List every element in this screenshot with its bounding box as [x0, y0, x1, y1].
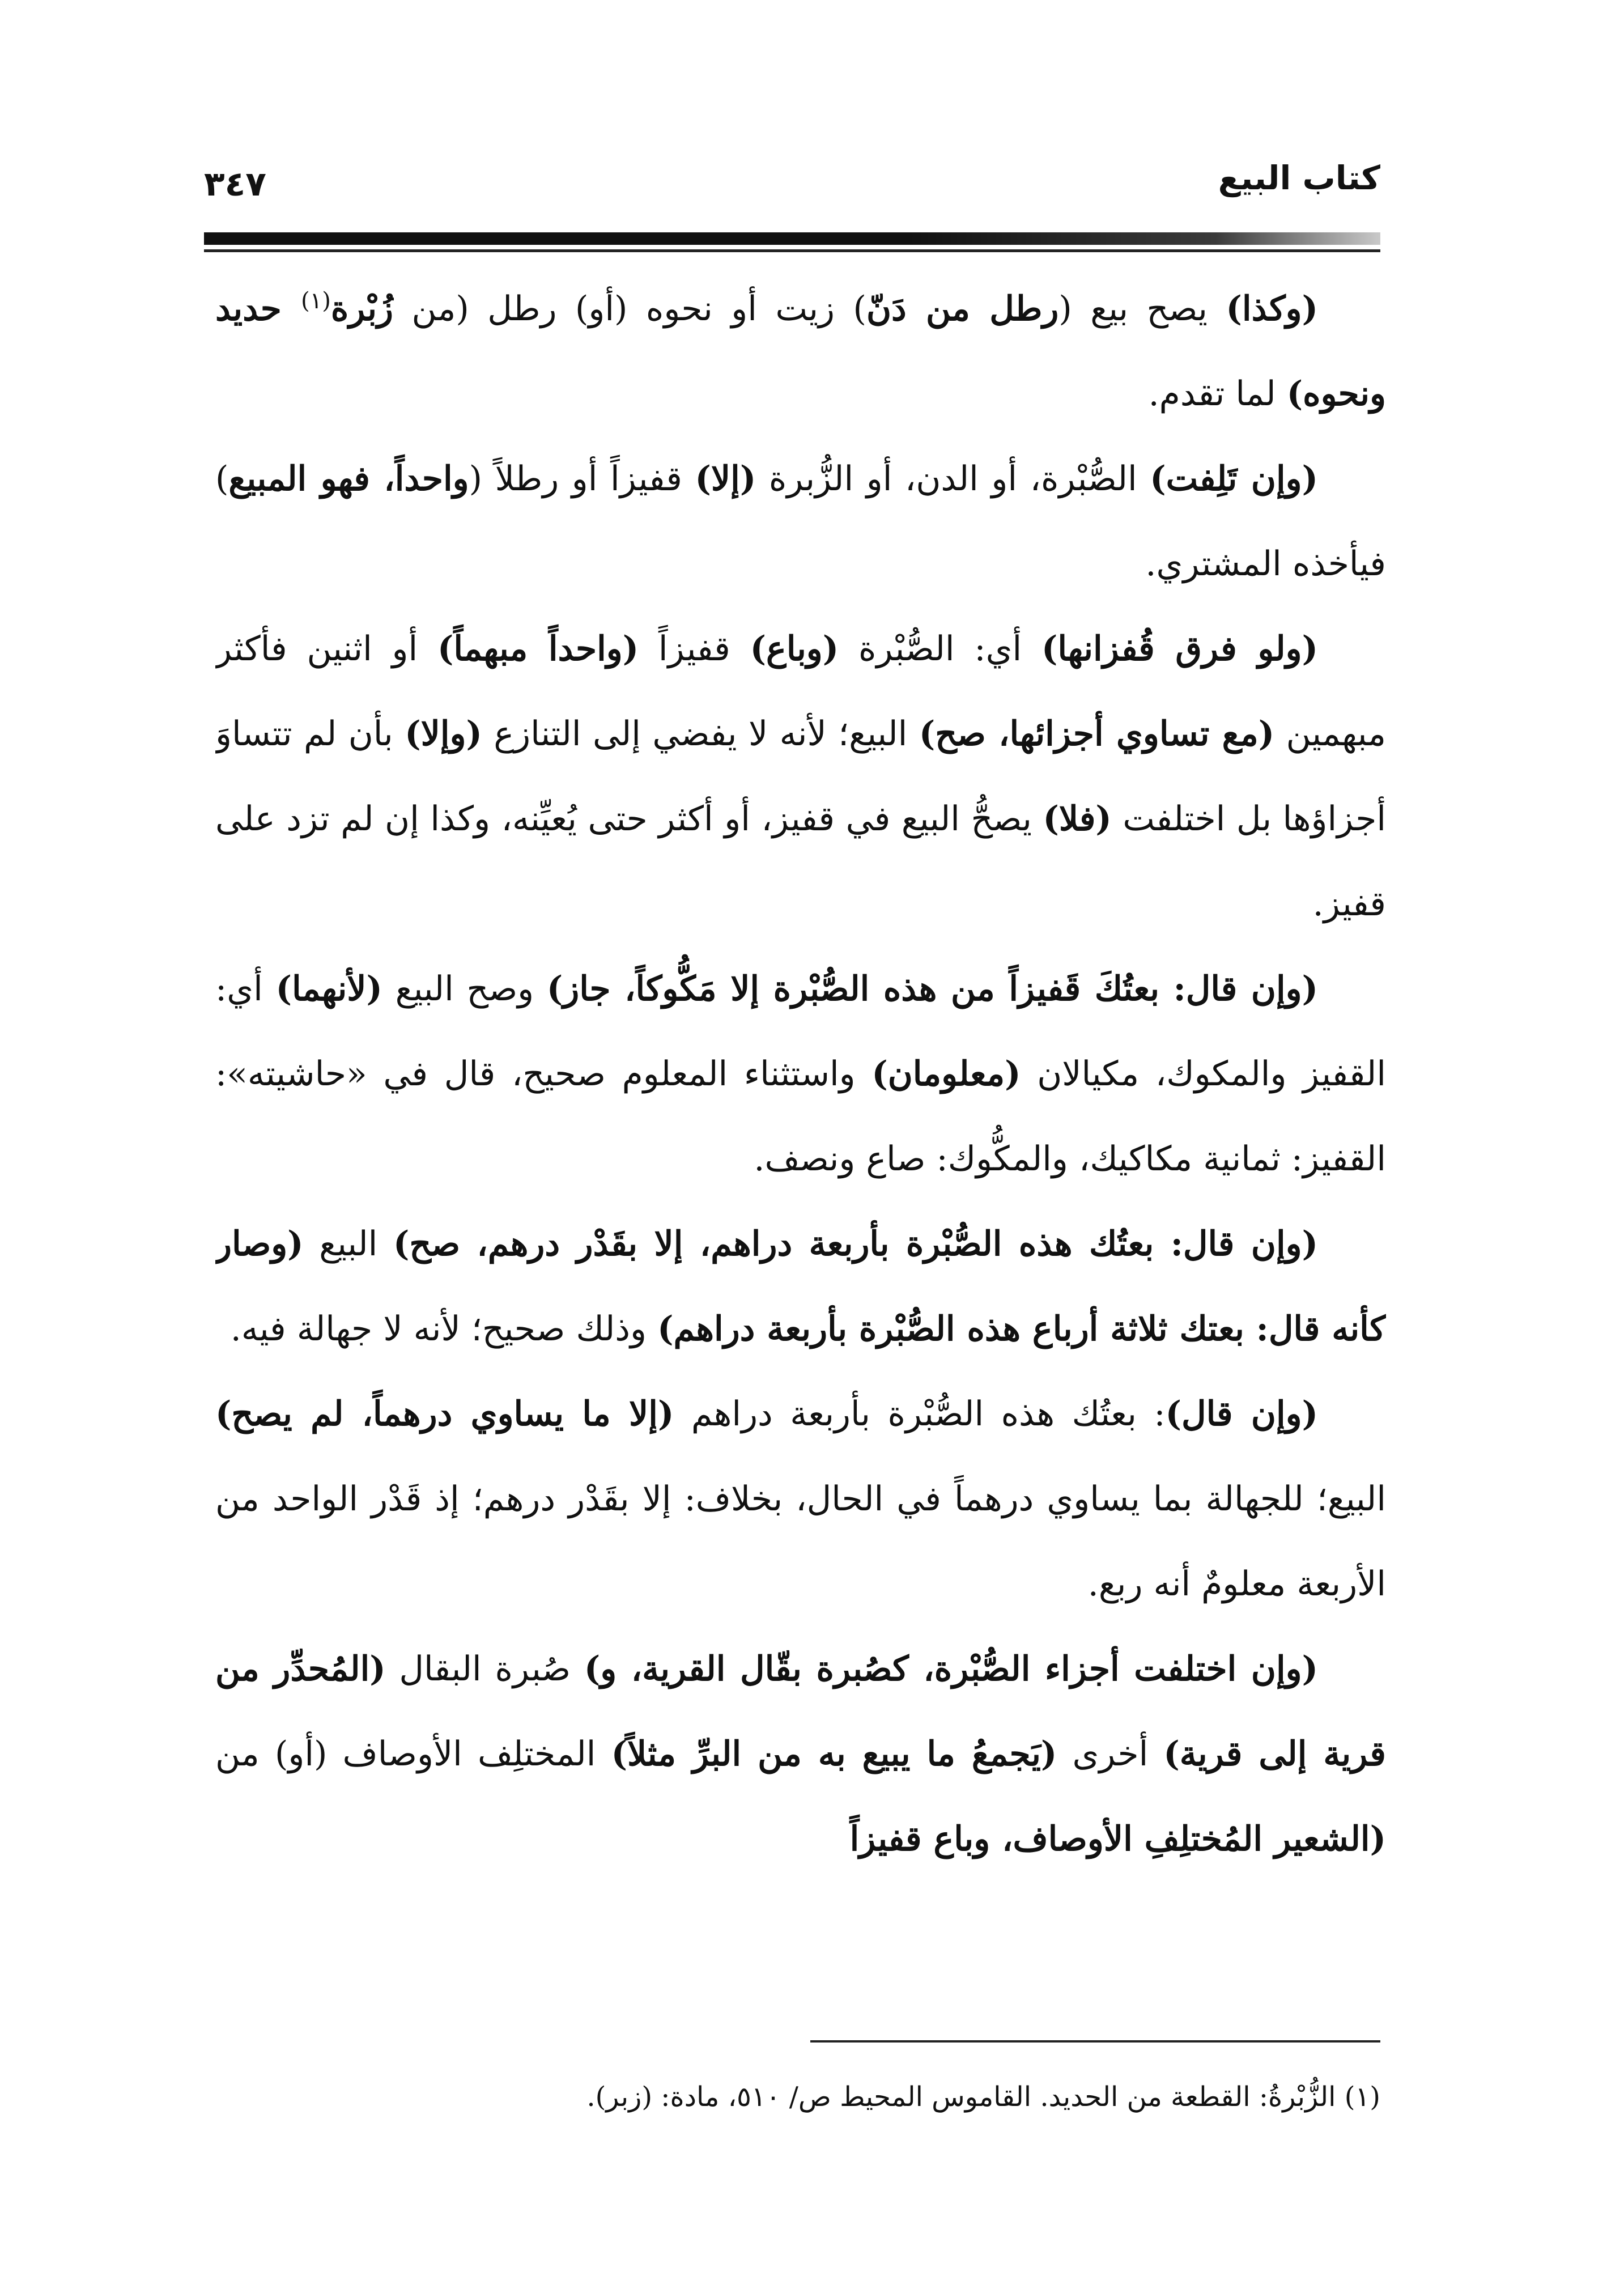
sharh-text: وذلك صحيح؛ لأنه لا جهالة فيه. [230, 1309, 658, 1349]
footnote-reference: (١) [301, 288, 331, 314]
sharh-text: وصح البيع [382, 969, 547, 1009]
matn-text: (فلا) [1043, 799, 1112, 839]
sharh-text: قفيزاً أو رطلاً ( [469, 459, 695, 499]
matn-text: (واحداً مبهماً) [437, 629, 639, 669]
sharh-text: أي: الصُّبْرة [839, 629, 1041, 669]
matn-text: (وصار كأنه قال: بعتك ثلاثة أرباع هذه الصُّبْرة بأربعة دراهم) [215, 1224, 1386, 1349]
sharh-text: البيع؛ لأنه لا يفضي إلى التنازع [482, 714, 919, 754]
matn-text: (المُحدِّر من قرية إلى قرية) [215, 1649, 1386, 1774]
sharh-text: البيع؛ للجهالة بما يساوي درهماً في الحال، بخلاف: إلا بقَدْر درهم؛ إذ قَدْر الواحد من الأربعة معلومٌ أنه ربع. [215, 1479, 1386, 1604]
sharh-text: أو اثنين فأكثر مبهمين [215, 629, 1386, 754]
matn-text: (وإن تَلِفت) [1150, 459, 1318, 499]
running-title: كتاب البيع [1218, 159, 1380, 197]
matn-text: (وكذا) [1226, 289, 1318, 329]
matn-text: (إلا) [695, 459, 756, 499]
sharh-text: يصح بيع ( [1058, 289, 1226, 329]
footnote-marker: (١) [1344, 2081, 1380, 2113]
matn-text: (وباع) [750, 629, 839, 669]
footnote-text: الزُّبْرةُ: القطعة من الحديد. القاموس المحيط ص/ ٥١٠، مادة: (زبر). [586, 2081, 1336, 2113]
header-rule-thin [204, 249, 1380, 252]
sharh-text: المختلِف الأوصاف (أو) من [215, 1734, 611, 1774]
matn-text: (معلومان) [871, 1054, 1021, 1094]
sharh-text: أي: القفيز والمكوك، مكيالان [215, 969, 1386, 1094]
matn-text: (يَجمعُ ما يبيع به من البرِّ مثلاً) [611, 1734, 1057, 1774]
matn-text: زُبْرة [330, 289, 394, 329]
matn-text: (ولو فرق قُفزانها) [1041, 629, 1319, 669]
paragraph [215, 1371, 1386, 1627]
sharh-text: : بعتُك هذه الصُّبْرة بأربعة دراهم [674, 1394, 1166, 1434]
sharh-text: ) زيت أو نحوه (أو) رطل (من [393, 289, 866, 329]
matn-text: (إلا ما يساوي درهماً، لم يصح) [215, 1394, 674, 1434]
sharh-text: صُبرة البقال [385, 1649, 584, 1689]
sharh-text: الصُّبْرة، أو الدن، أو الزُّبرة [756, 459, 1150, 499]
sharh-text: يصحُّ البيع في قفيز، أو أكثر حتى يُعيِّنه، وكذا إن لم تزد على قفيز. [215, 799, 1386, 924]
matn-text: رطل من دَنّ [866, 289, 1059, 329]
page-number: ٣٤٧ [204, 164, 266, 204]
sharh-text: بأن لم تتساوَ أجزاؤها بل اختلفت [215, 714, 1386, 839]
paragraph [215, 606, 1386, 946]
paragraph [215, 1627, 1386, 1882]
matn-text: (وإن قال: بعتُكَ قَفيزاً من هذه الصُّبْرة إلا مَكُّوكاً، جاز) [546, 969, 1319, 1009]
footnote [215, 2074, 1380, 2120]
paragraph [215, 266, 1386, 436]
page-header [204, 153, 1380, 244]
matn-text: (وإلا) [405, 714, 482, 754]
matn-text: (الشعير المُختلِفِ الأوصاف، وباع قفيزاً [849, 1819, 1386, 1859]
matn-text: حديد ونحوه) [215, 289, 1386, 414]
matn-text: واحداً، فهو المبيع [228, 459, 469, 499]
matn-text: (وإن قال: بعتُك هذه الصُّبْرة بأربعة دراهم، إلا بقَدْر درهم، صح) [393, 1224, 1318, 1264]
paragraph [215, 1201, 1386, 1371]
matn-text: (لأنهما) [275, 969, 382, 1009]
footnote-separator [810, 2040, 1380, 2043]
sharh-text: ) فيأخذه المشتري. [215, 459, 1386, 584]
sharh-text: لما تقدم. [1148, 374, 1287, 414]
paragraph [215, 436, 1386, 606]
matn-text: (وإن اختلفت أجزاء الصُّبْرة، كصُبرة بقّال القرية، و) [584, 1649, 1318, 1689]
sharh-text: واستثناء المعلوم صحيح، قال في «حاشيته»: القفيز: ثمانية مكاكيك، والمكُّوك: صاع ونصف. [215, 1054, 1386, 1179]
matn-text: (وإن قال) [1165, 1394, 1318, 1434]
matn-text: (مع تساوي أجزائها، صح) [919, 714, 1275, 754]
sharh-text: البيع [303, 1224, 393, 1264]
header-rule [204, 232, 1380, 245]
sharh-text: قفيزاً [639, 629, 750, 669]
paragraph [215, 946, 1386, 1201]
main-text [215, 266, 1386, 1967]
sharh-text: أخرى [1057, 1734, 1164, 1774]
